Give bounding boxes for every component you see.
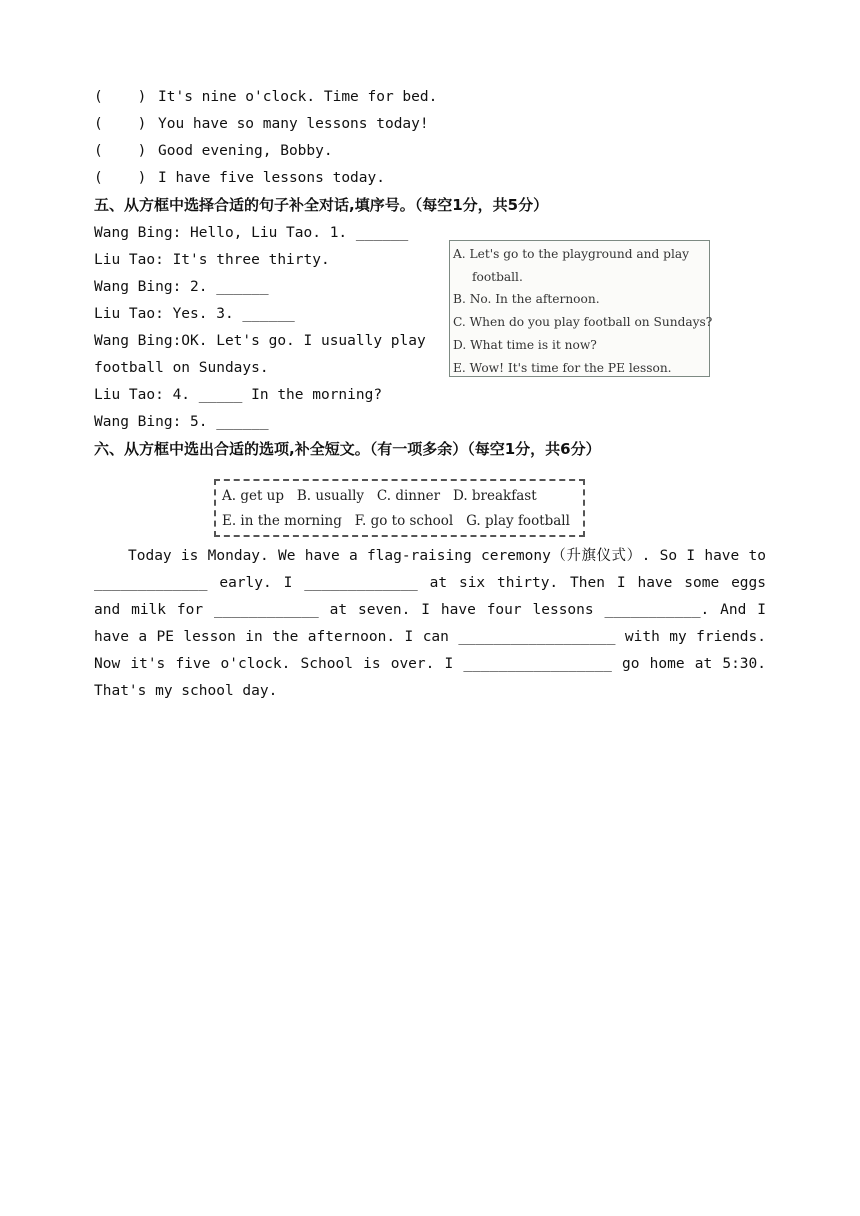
match-item-text: I have five lessons today. [158,170,385,186]
answer-parentheses[interactable]: ( ) [94,89,147,105]
dialog-line: Liu Tao: It's three thirty. [94,252,330,268]
answer-parentheses[interactable]: ( ) [94,143,147,159]
word-bank-row: E. in the morning F. go to school G. play football [222,513,570,529]
option-a-continued: football. [472,269,523,284]
dialog-line: football on Sundays. [94,360,269,376]
option-a: A. Let's go to the playground and play [453,247,690,261]
passage [94,543,766,705]
word-bank-row: A. get up B. usually C. dinner D. breakfast [222,488,537,504]
dialog-line: Liu Tao: Yes. 3. ______ [94,306,295,322]
section5-heading: 五、从方框中选择合适的句子补全对话,填序号。（每空1分，共5分） [94,196,549,214]
dialog-line: Wang Bing: Hello, Liu Tao. 1. ______ [94,225,409,241]
option-e: E. Wow! It's time for the PE lesson. [453,360,672,375]
option-b: B. No. In the afternoon. [453,292,600,307]
answer-parentheses[interactable]: ( ) [94,170,147,186]
match-item-text: It's nine o'clock. Time for bed. [158,89,438,105]
match-item [94,114,429,134]
answer-parentheses[interactable]: ( ) [94,116,147,132]
match-item-text: You have so many lessons today! [158,116,429,132]
dialog-line: Wang Bing:OK. Let's go. I usually play [94,333,426,349]
option-c: C. When do you play football on Sundays? [453,315,713,330]
option-d: D. What time is it now? [453,337,597,352]
match-item-text: Good evening, Bobby. [158,143,333,159]
word-bank-box [214,479,585,537]
dialog-line: Wang Bing: 5. ______ [94,414,269,430]
match-item [94,141,333,161]
dialog-options-box [449,240,713,377]
match-item [94,168,385,188]
dialog-line: Liu Tao: 4. _____ In the morning? [94,387,383,403]
match-item [94,87,437,107]
passage-text: Today is Monday. We have a flag-raising ceremony（升旗仪式）. So I have to _____________ early. I _____________ at six thirty. Then I have some eggs and milk for ____________ at seven. I have four lessons ___________. And I have a PE lesson in the afternoon. I can __________________ with my friends. Now it's five o'clock. School is over. I _________________ go home at 5:30. That's my school day. [94,548,766,699]
dialog-line: Wang Bing: 2. ______ [94,279,269,295]
section6-heading: 六、从方框中选出合适的选项,补全短文。（有一项多余）（每空1分，共6分） [94,440,601,458]
